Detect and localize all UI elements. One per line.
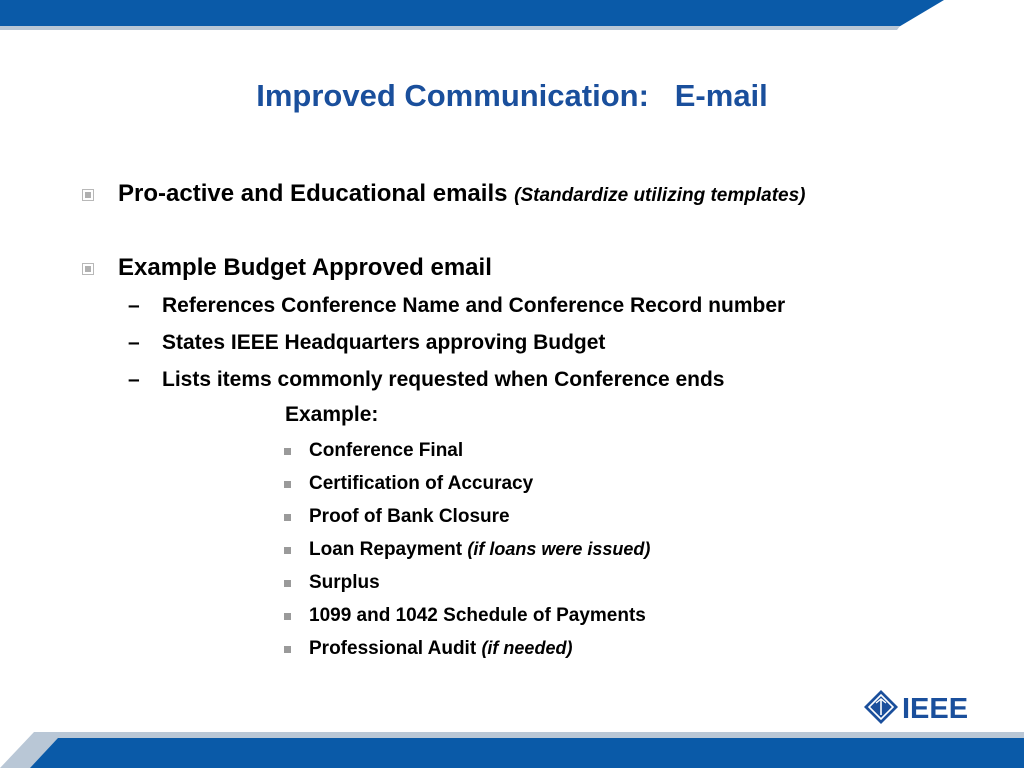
dash-marker: – xyxy=(128,294,140,317)
example-item: Loan Repayment (if loans were issued) xyxy=(309,539,651,560)
example-item: Proof of Bank Closure xyxy=(309,506,510,527)
bullet-square-icon xyxy=(284,448,291,455)
bullet-square-icon xyxy=(82,189,94,201)
dash-marker: – xyxy=(128,368,140,391)
example-item: Certification of Accuracy xyxy=(309,473,534,494)
ieee-logo xyxy=(864,689,984,725)
bottom-decorative-band xyxy=(0,728,1024,768)
ieee-diamond-icon xyxy=(864,690,898,724)
example-item: 1099 and 1042 Schedule of Payments xyxy=(309,605,646,626)
slide-title: Improved Communication: E-mail xyxy=(256,78,768,113)
bullet-proactive-emails: Pro-active and Educational emails (Standardize utilizing templates) xyxy=(118,180,806,207)
example-item: Surplus xyxy=(309,572,380,593)
sub-bullet-lists-items: Lists items commonly requested when Conference ends xyxy=(162,368,725,391)
dash-marker: – xyxy=(128,331,140,354)
example-item: Conference Final xyxy=(309,440,464,461)
bullet-budget-approved-email: Example Budget Approved email xyxy=(118,254,492,281)
bullet-square-icon xyxy=(284,646,291,653)
bullet-square-icon xyxy=(284,481,291,488)
sub-bullet-references: References Conference Name and Conference Record number xyxy=(162,294,786,317)
sub-bullet-states-ieee: States IEEE Headquarters approving Budget xyxy=(162,331,606,354)
bullet-square-icon xyxy=(284,613,291,620)
bullet-square-icon xyxy=(82,263,94,275)
example-item: Professional Audit (if needed) xyxy=(309,638,573,659)
bullet-square-icon xyxy=(284,514,291,521)
example-label: Example: xyxy=(285,403,379,426)
bullet-square-icon xyxy=(284,547,291,554)
ieee-logo-text: IEEE xyxy=(902,693,969,725)
bullet-square-icon xyxy=(284,580,291,587)
